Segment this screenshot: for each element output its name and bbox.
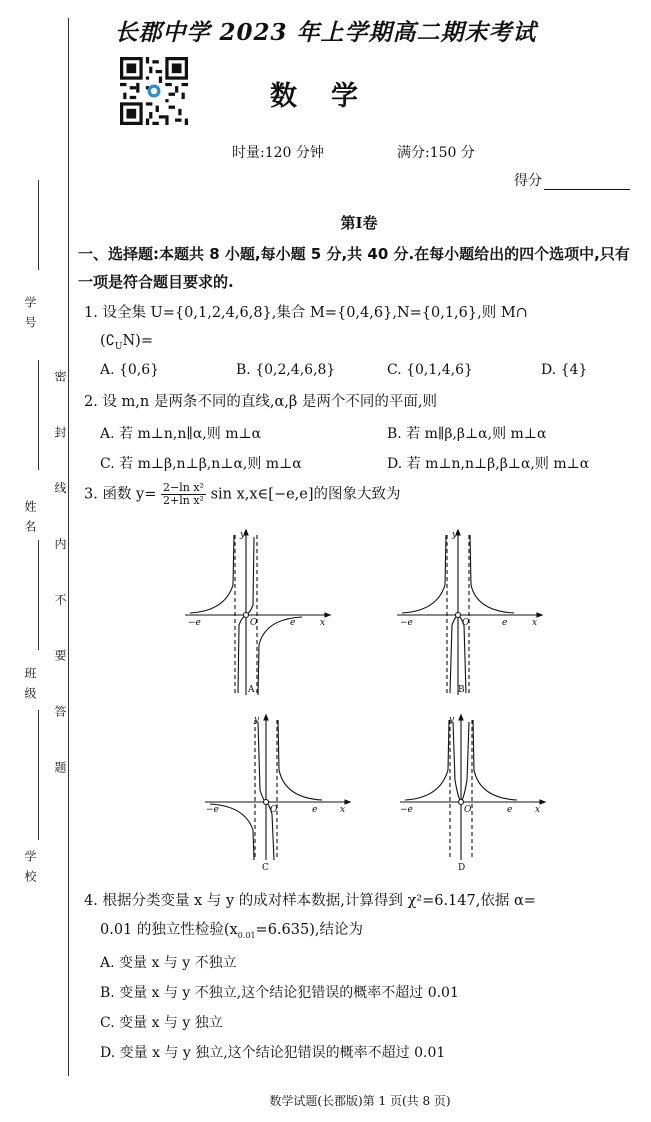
score-label: 得分 bbox=[514, 173, 542, 189]
q3-numerator: 2−ln x² bbox=[163, 481, 204, 494]
q4-option-c: C. 变量 x 与 y 独立 bbox=[100, 1015, 223, 1031]
graph-c-e: e bbox=[312, 805, 318, 815]
side-name: 姓 名 bbox=[23, 500, 37, 534]
graph-d-o: O bbox=[464, 805, 472, 815]
graph-d-x: x bbox=[535, 805, 541, 815]
side-field-line-3 bbox=[38, 540, 39, 650]
graph-d-e: e bbox=[507, 805, 513, 815]
graph-b-label: B bbox=[458, 685, 465, 695]
full-score: 满分:150 分 bbox=[397, 145, 475, 161]
volume-heading: 第Ⅰ卷 bbox=[340, 214, 378, 232]
exam-title: 长郡中学 2023 年上学期高二期末考试 bbox=[114, 19, 537, 46]
graph-a-e: e bbox=[290, 618, 296, 628]
q4-rest: =6.635),结论为 bbox=[255, 922, 363, 938]
q4-stem-line2 bbox=[100, 920, 363, 946]
exam-time: 时量:120 分钟 bbox=[232, 145, 324, 161]
q2-option-a: A. 若 m⊥n,n∥α,则 m⊥α bbox=[100, 426, 262, 442]
graph-c bbox=[205, 715, 350, 860]
graph-a-label: A bbox=[248, 685, 255, 695]
graph-b-e: e bbox=[502, 618, 508, 628]
q3-suffix: sin x,x∈[−e,e]的图象大致为 bbox=[210, 486, 401, 503]
side-field-line-2 bbox=[38, 360, 39, 470]
q3-stem bbox=[84, 482, 401, 507]
q4-option-a: A. 变量 x 与 y 不独立 bbox=[100, 955, 237, 971]
subject-title: 数学 bbox=[270, 81, 392, 112]
score-blank bbox=[544, 175, 630, 190]
page-footer: 数学试题(长郡版)第 1 页(共 8 页) bbox=[269, 1094, 451, 1108]
graph-c-o: O bbox=[270, 805, 278, 815]
graph-c-label: C bbox=[262, 863, 269, 873]
q4-stem-line1: 4. 根据分类变量 x 与 y 的成对样本数据,计算得到 χ²=6.147,依据 α= bbox=[84, 893, 536, 909]
graph-d bbox=[400, 715, 545, 860]
graph-a bbox=[185, 530, 330, 695]
q1-complement: (∁ bbox=[100, 333, 115, 349]
graph-b-x: x bbox=[532, 618, 538, 628]
graph-b-y: y bbox=[452, 530, 458, 540]
graph-d-label: D bbox=[458, 863, 466, 873]
q1-option-d: D. {4} bbox=[541, 362, 588, 378]
score-field bbox=[514, 170, 630, 190]
q3-denominator: 2+ln x² bbox=[163, 494, 204, 507]
side-class: 班 级 bbox=[23, 667, 37, 701]
q3-prefix: 3. 函数 y= bbox=[84, 486, 157, 503]
q2-option-c: C. 若 m⊥β,n⊥β,n⊥α,则 m⊥α bbox=[100, 456, 302, 472]
q3-fraction bbox=[161, 482, 206, 507]
graph-a-x: x bbox=[320, 618, 326, 628]
graph-c-neg-e: −e bbox=[206, 805, 219, 815]
graph-c-y: y bbox=[254, 715, 260, 725]
qr-code-image bbox=[120, 57, 188, 125]
graph-b-o: O bbox=[462, 618, 470, 628]
q1-option-a: A. {0,6} bbox=[100, 362, 160, 378]
q1-stem-line1: 1. 设全集 U={0,1,2,4,6,8},集合 M={0,4,6},N={0,1,6},则 M∩ bbox=[84, 305, 528, 321]
graph-a-y: y bbox=[240, 530, 246, 540]
q1-option-b: B. {0,2,4,6,8} bbox=[236, 362, 336, 378]
graph-b-neg-e: −e bbox=[400, 618, 413, 628]
q4-sub: 0.01 bbox=[237, 930, 256, 940]
side-student-no: 学 号 bbox=[23, 296, 37, 330]
graph-d-neg-e: −e bbox=[400, 805, 413, 815]
q3-graphs bbox=[170, 525, 550, 880]
seal-notice: 密 封 线 内 不 要 答 题 bbox=[53, 370, 67, 793]
q2-option-b: B. 若 m∥β,β⊥α,则 m⊥α bbox=[387, 426, 547, 442]
section-instructions: 一、选择题:本题共 8 小题,每小题 5 分,共 40 分.在每小题给出的四个选项中,只有一项是符合题目要求的. bbox=[78, 245, 630, 291]
side-field-line-4 bbox=[38, 710, 39, 840]
graph-a-o: O bbox=[250, 618, 258, 628]
graph-b bbox=[397, 530, 542, 695]
graph-a-neg-e: −e bbox=[188, 618, 201, 628]
graph-d-y: y bbox=[449, 715, 455, 725]
q1-option-c: C. {0,1,4,6} bbox=[387, 362, 473, 378]
side-school: 学 校 bbox=[23, 850, 37, 884]
q1-rest: N)= bbox=[122, 333, 153, 349]
q1-stem-line2 bbox=[100, 331, 153, 357]
q4-option-b: B. 变量 x 与 y 不独立,这个结论犯错误的概率不超过 0.01 bbox=[100, 985, 459, 1001]
q2-stem: 2. 设 m,n 是两条不同的直线,α,β 是两个不同的平面,则 bbox=[84, 394, 437, 410]
q4-stem2: 0.01 的独立性检验(x bbox=[100, 922, 238, 938]
q4-option-d: D. 变量 x 与 y 独立,这个结论犯错误的概率不超过 0.01 bbox=[100, 1045, 446, 1061]
q2-option-d: D. 若 m⊥n,n⊥β,β⊥α,则 m⊥α bbox=[387, 456, 590, 472]
q1-complement-sub: U bbox=[114, 341, 123, 352]
graph-c-x: x bbox=[340, 805, 346, 815]
